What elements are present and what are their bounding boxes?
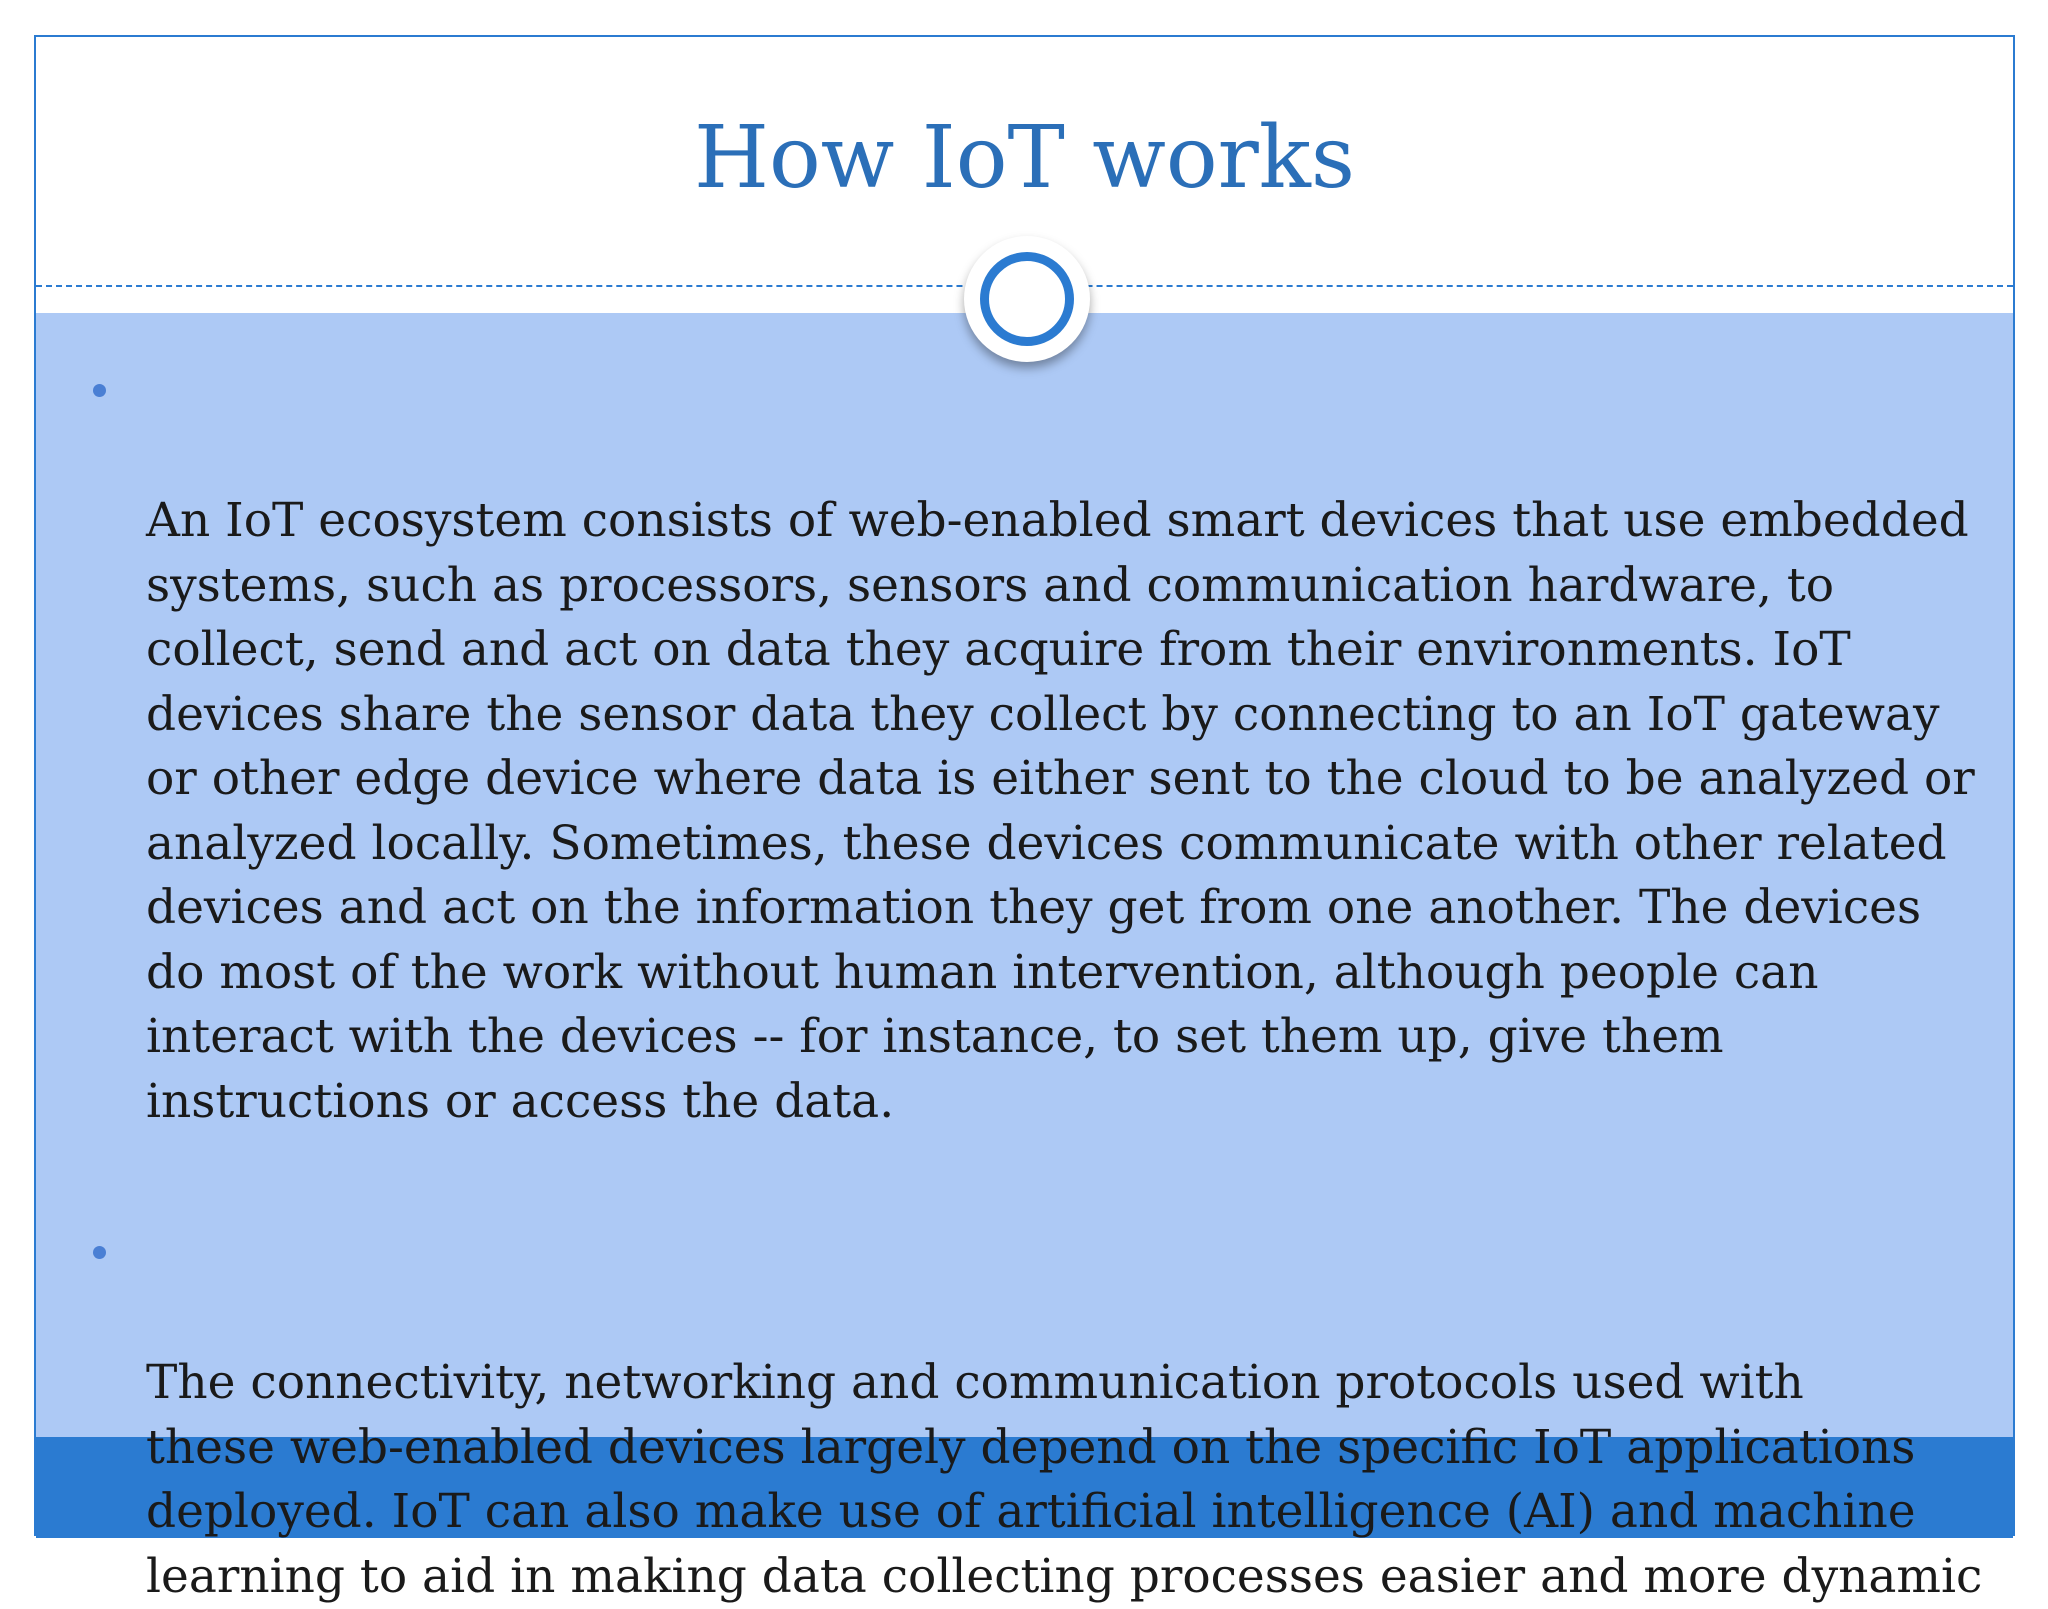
bullet-list [36,360,2013,1609]
ring-ornament-icon [964,236,1090,362]
bullet-text: An IoT ecosystem consists of web-enabled smart devices that use embedded systems, such as processors, sensors and communication hardware, to collect, send and act on data they acquire from their environments. IoT devices share the sensor data they collect by connecting to an IoT gateway or other edge device where data is either sent to the cloud to be analyzed or analyzed locally. Sometimes, these devices communicate with other related devices and act on the information they get from one another. The devices do most of the work without human intervention, although people can interact with the devices -- for instance, to set them up, give them instructions or access the data. [146,493,1975,1129]
bullet-dot-icon [93,1246,106,1259]
bullet-item [36,1222,2013,1609]
bullet-item [36,360,2013,1134]
ring-inner [980,252,1074,346]
slide-title: How IoT works [694,108,1355,208]
slide [34,35,2015,1604]
bullet-text: The connectivity, networking and communication protocols used with these web-enabled devices largely depend on the specific IoT applications deployed. IoT can also make use of artificial intelligence (AI) and machine learning to aid in making data collecting processes easier and more dynamic [146,1355,1983,1604]
bullet-dot-icon [93,384,106,397]
